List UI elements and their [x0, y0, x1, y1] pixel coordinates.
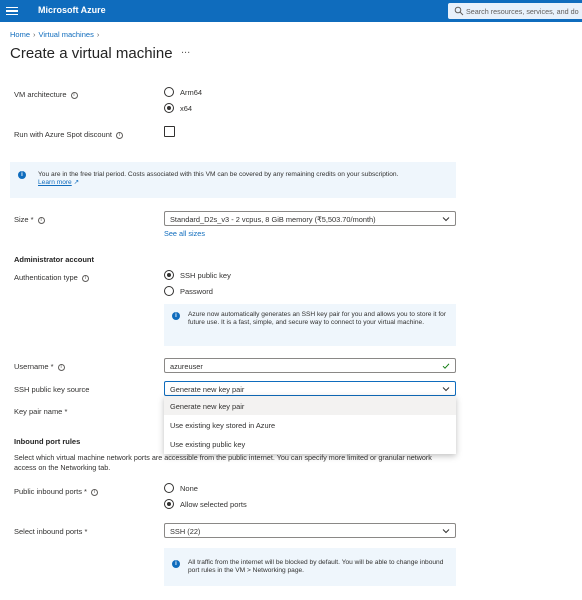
auth-type-label: Authentication type i [14, 273, 89, 282]
radio-allow-selected-ports[interactable] [164, 499, 174, 509]
size-label: Size * i [14, 215, 45, 224]
info-icon[interactable]: i [91, 489, 98, 496]
radio-arm64-label: Arm64 [180, 88, 203, 97]
ssh-source-select[interactable] [164, 381, 456, 396]
info-icon[interactable]: i [82, 275, 89, 282]
option-existing-public-key[interactable]: Use existing public key [170, 440, 246, 449]
info-icon[interactable]: i [58, 364, 65, 371]
search-placeholder: Search resources, services, and do [466, 7, 579, 16]
option-generate-new-key-pair[interactable]: Generate new key pair [164, 396, 456, 415]
trial-info-text: You are in the free trial period. Costs associated with this VM can be covered by any remaining credits on your subscription. Learn more ↗ [38, 171, 399, 186]
radio-ports-none[interactable] [164, 483, 174, 493]
ports-warning-banner [164, 548, 456, 586]
inbound-ports-select[interactable] [164, 523, 456, 538]
size-value: Standard_D2s_v3 - 2 vcpus, 8 GiB memory (₹5,503.70/month) [170, 215, 376, 224]
username-input[interactable] [164, 358, 456, 373]
ssh-info-text: Azure now automatically generates an SSH key pair for you and allows you to store it for future use. It is a fast, simple, and secure way to connect to your virtual machine. [188, 311, 447, 326]
search-icon [454, 6, 464, 16]
trial-info-banner [10, 162, 456, 198]
radio-password[interactable] [164, 286, 174, 296]
chevron-right-icon: › [96, 30, 100, 39]
chevron-down-icon [442, 385, 450, 393]
radio-ssh-public-key[interactable] [164, 270, 174, 280]
radio-x64-label: x64 [180, 104, 193, 113]
radio-password-label: Password [180, 287, 213, 296]
info-icon[interactable]: i [38, 217, 45, 224]
ports-warning-text: All traffic from the internet will be blocked by default. You will be able to change inbound port rules in the VM > Networking page. [188, 559, 444, 574]
vm-architecture-label: VM architecture i [14, 90, 78, 99]
info-icon: i [172, 312, 180, 320]
breadcrumb-virtual-machines[interactable]: Virtual machines [38, 30, 94, 39]
radio-ports-none-label: None [180, 484, 198, 493]
public-ports-label: Public inbound ports * i [14, 487, 98, 496]
chevron-down-icon [442, 527, 450, 535]
inbound-description: Select which virtual machine network ports are accessible from the public internet. You can specify more limited or granular network access on the Networking tab. [14, 453, 432, 472]
info-icon: i [18, 171, 26, 179]
select-ports-label: Select inbound ports * [14, 527, 88, 536]
page-title: Create a virtual machine [10, 45, 173, 62]
radio-x64[interactable] [164, 103, 174, 113]
radio-ssh-label: SSH public key [180, 271, 231, 280]
ssh-source-label: SSH public key source [14, 385, 90, 394]
admin-account-heading: Administrator account [14, 255, 95, 264]
chevron-down-icon [442, 215, 450, 223]
hamburger-menu-icon[interactable] [6, 5, 18, 17]
inbound-rules-heading: Inbound port rules [14, 437, 81, 446]
ssh-source-dropdown [164, 396, 456, 454]
username-label: Username * i [14, 362, 65, 371]
see-all-sizes-link[interactable]: See all sizes [164, 229, 205, 238]
global-search-input[interactable] [448, 3, 582, 19]
spot-discount-label: Run with Azure Spot discount i [14, 130, 123, 139]
key-pair-name-label: Key pair name * [14, 407, 68, 416]
ssh-source-value: Generate new key pair [170, 385, 245, 394]
info-icon: i [172, 560, 180, 568]
size-select[interactable] [164, 211, 456, 226]
radio-arm64[interactable] [164, 87, 174, 97]
learn-more-link[interactable]: Learn more [38, 179, 72, 186]
spot-discount-checkbox[interactable] [164, 126, 175, 137]
inbound-ports-value: SSH (22) [170, 527, 201, 536]
breadcrumb [10, 30, 102, 39]
more-options-button[interactable]: ... [181, 44, 191, 56]
info-icon[interactable]: i [116, 132, 123, 139]
info-icon[interactable]: i [71, 92, 78, 99]
breadcrumb-home[interactable]: Home [10, 30, 31, 39]
ssh-info-banner [164, 304, 456, 346]
chevron-right-icon: › [33, 30, 36, 39]
brand-title[interactable]: Microsoft Azure [38, 5, 106, 15]
top-bar [0, 0, 582, 22]
checkmark-icon [442, 362, 450, 370]
external-link-icon: ↗ [71, 179, 80, 186]
radio-allow-selected-label: Allow selected ports [180, 500, 247, 509]
option-existing-key-azure[interactable]: Use existing key stored in Azure [170, 421, 276, 430]
username-value: azureuser [170, 362, 203, 371]
